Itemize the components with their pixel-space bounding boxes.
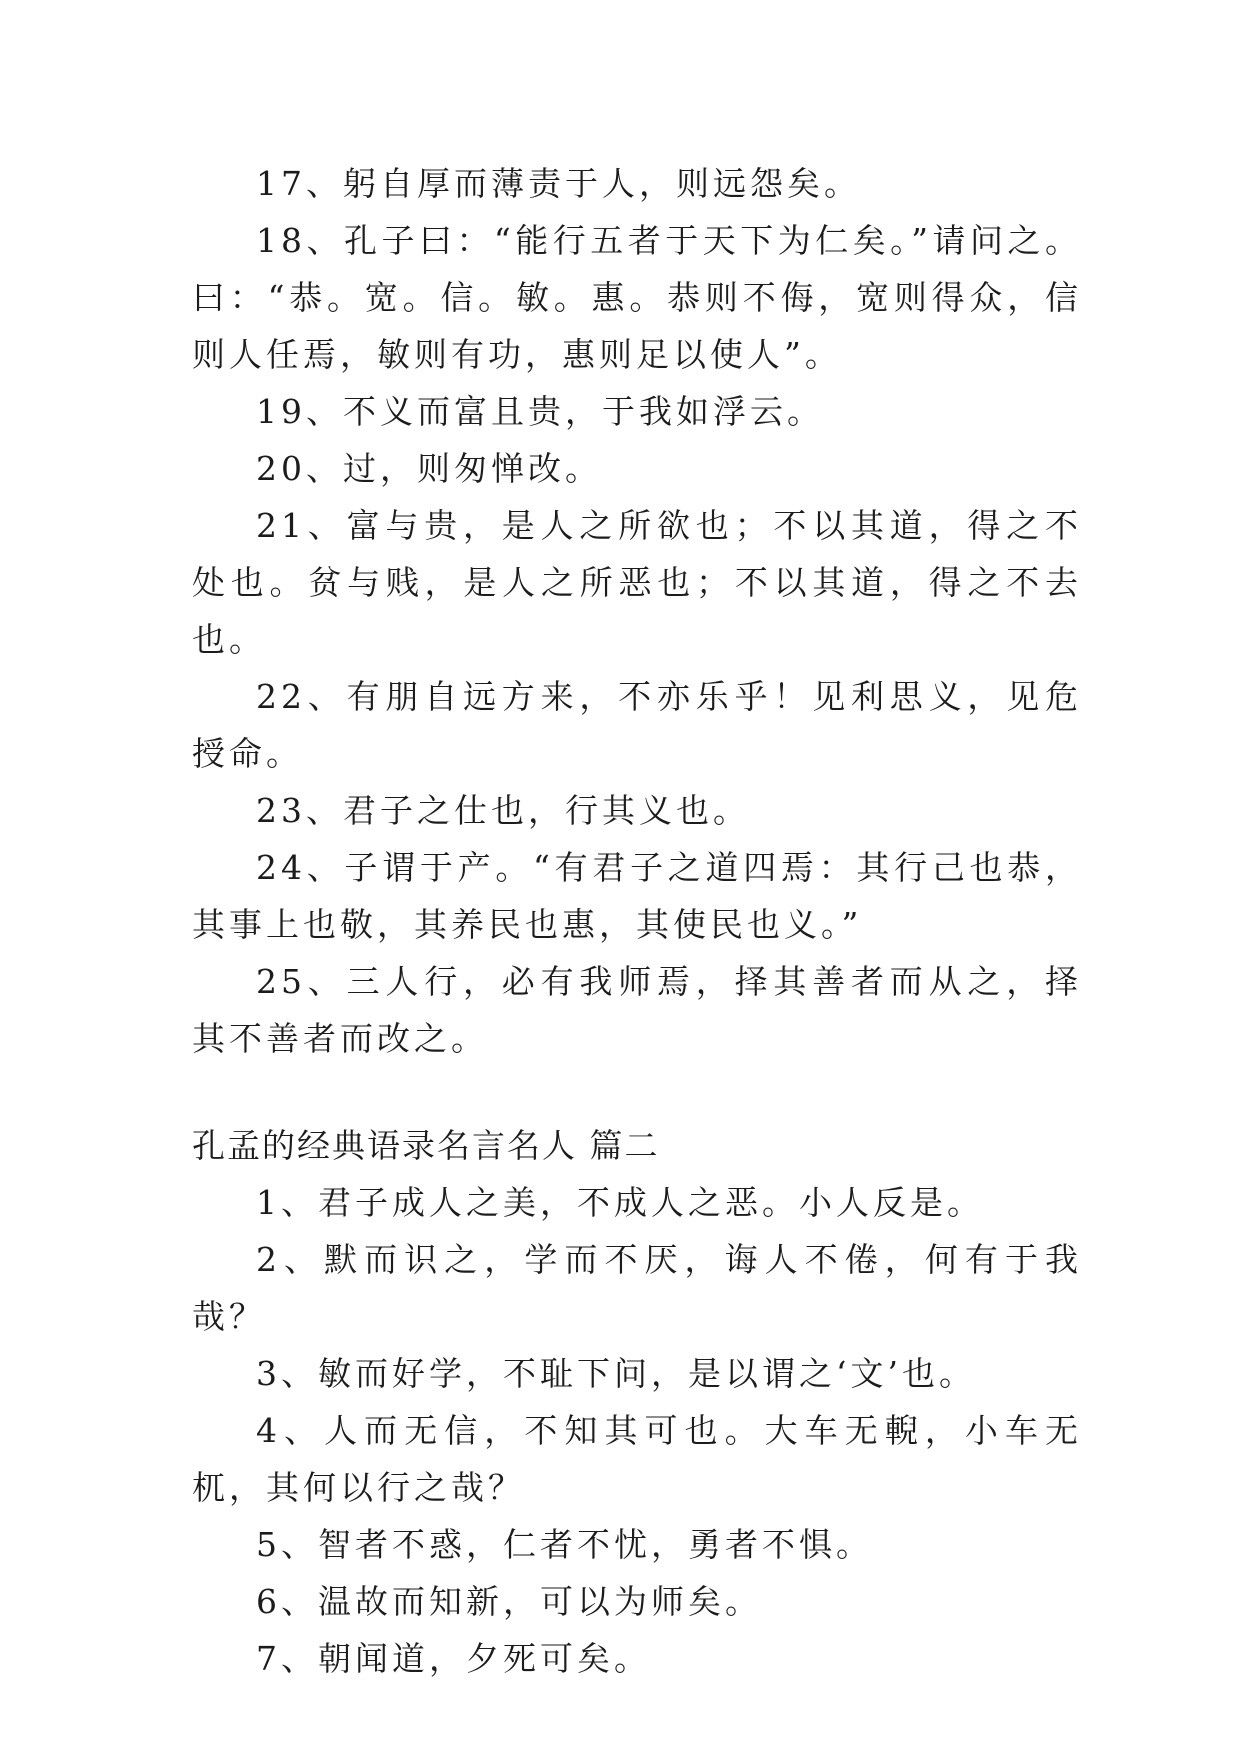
quote-17: 17、躬自厚而薄责于人，则远怨矣。 (256, 164, 861, 203)
quote-2: 2、默而识之，学而不厌，诲人不倦，何有于我哉？ (192, 1240, 1082, 1336)
quote-7: 7、朝闻道，夕死可矣。 (256, 1639, 651, 1678)
quote-4: 4、人而无信，不知其可也。大车无輗，小车无杌，其何以行之哉？ (192, 1411, 1082, 1507)
quote-25: 25、三人行，必有我师焉，择其善者而从之，择其不善者而改之。 (192, 962, 1082, 1058)
quote-21: 21、富与贵，是人之所欲也；不以其道，得之不处也。贫与贱，是人之所恶也；不以其道，得之不去也。 (192, 506, 1082, 659)
quote-18: 18、孔子曰：“能行五者于天下为仁矣。”请问之。曰：“恭。宽。信。敏。惠。恭则不侮，宽则得众，信则人任焉，敏则有功，惠则足以使人”。 (192, 221, 1082, 374)
quote-23: 23、君子之仕也，行其义也。 (256, 791, 750, 830)
quote-6: 6、温故而知新，可以为师矣。 (256, 1582, 762, 1621)
quote-24: 24、子谓于产。“有君子之道四焉：其行己也恭，其事上也敬，其养民也惠，其使民也义。” (192, 848, 1082, 944)
document-body (192, 155, 1082, 1687)
quote-22: 22、有朋自远方来，不亦乐乎！见利思义，见危授命。 (192, 677, 1082, 773)
quote-3: 3、敏而好学，不耻下问，是以谓之‘文’也。 (256, 1354, 976, 1393)
section-title: 孔孟的经典语录名言名人 篇二 (192, 1126, 660, 1165)
quote-5: 5、智者不惑，仁者不忧，勇者不惧。 (256, 1525, 873, 1564)
quote-1: 1、君子成人之美，不成人之恶。小人反是。 (256, 1183, 984, 1222)
quote-20: 20、过，则匆惮改。 (256, 449, 602, 488)
quote-19: 19、不义而富且贵，于我如浮云。 (256, 392, 824, 431)
